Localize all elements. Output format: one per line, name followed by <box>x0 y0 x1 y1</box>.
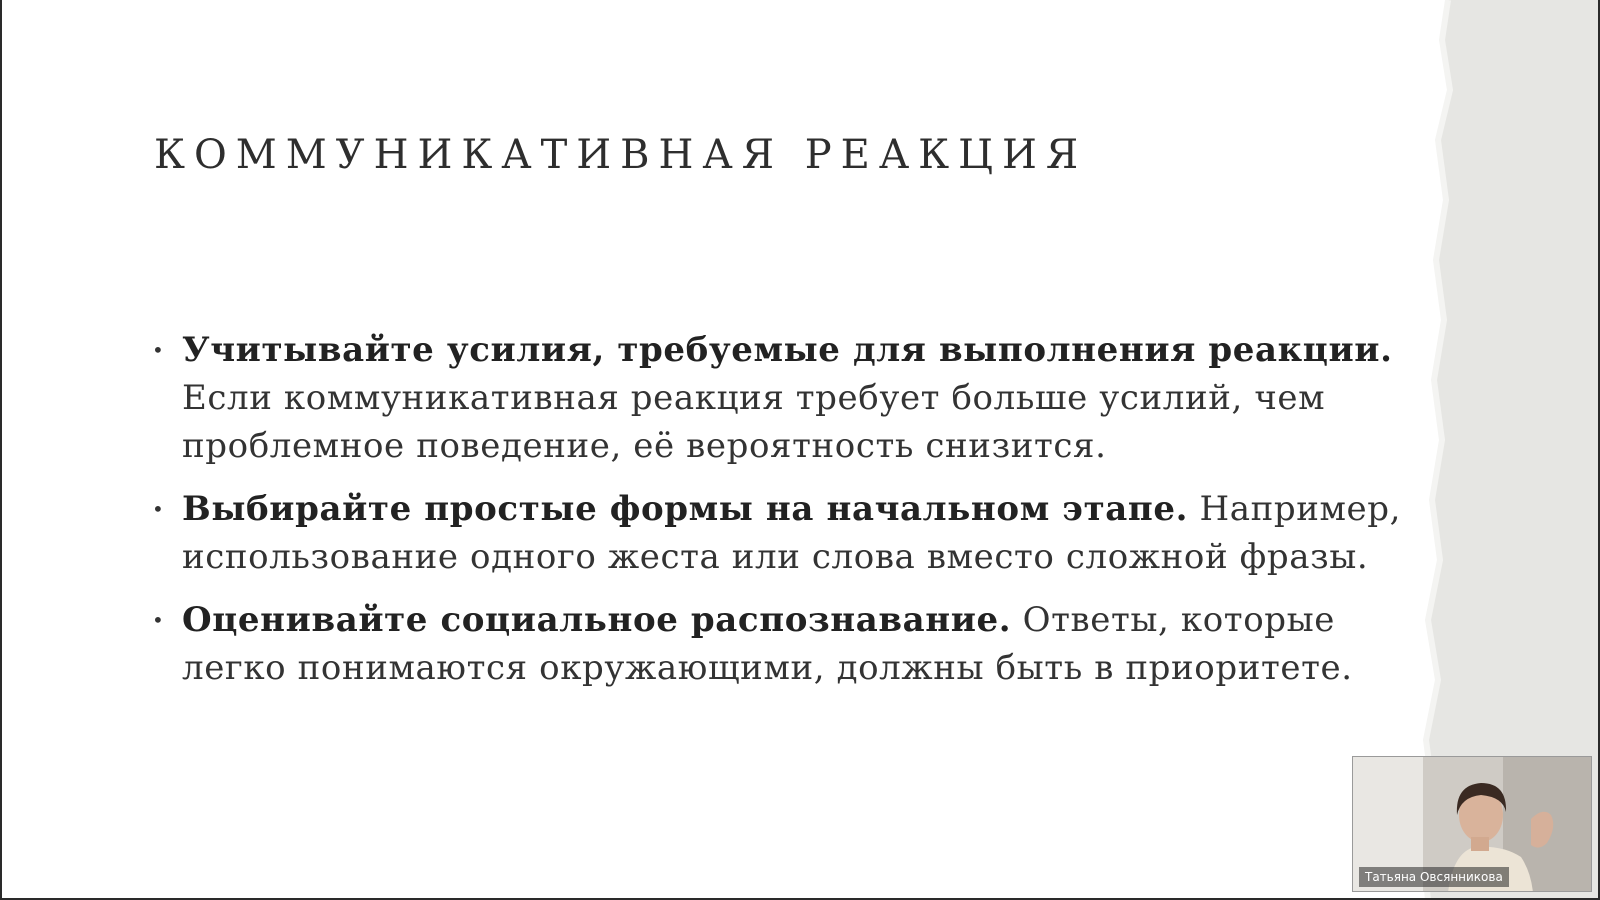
bullet-item <box>152 596 1422 692</box>
bullet-marker: • <box>152 338 165 362</box>
bullet-item <box>152 485 1422 581</box>
bullet-lead-text: Выбирайте простые формы на начальном этапе. <box>182 489 1189 529</box>
participant-name-label: Татьяна Овсянникова <box>1359 867 1509 887</box>
bullet-body-text: Если коммуникативная реакция требует больше усилий, чем проблемное поведение, её вероятность снизится. <box>182 378 1326 466</box>
bullet-marker: • <box>152 497 165 521</box>
bullet-body-text: Например, использование одного жеста или слова вместо сложной фразы. <box>182 489 1402 577</box>
bullet-body-text: Ответы, которые легко понимаются окружающими, должны быть в приоритете. <box>182 600 1353 688</box>
bullet-item <box>152 326 1422 470</box>
bullet-marker: • <box>152 608 165 632</box>
bullet-lead-text: Учитывайте усилия, требуемые для выполнения реакции. <box>182 330 1393 370</box>
participant-video-tile[interactable] <box>1352 756 1592 892</box>
bullet-list <box>152 326 1422 707</box>
bullet-lead-text: Оценивайте социальное распознавание. <box>182 600 1012 640</box>
slide-title: КОММУНИКАТИВНАЯ РЕАКЦИЯ <box>154 132 1088 178</box>
